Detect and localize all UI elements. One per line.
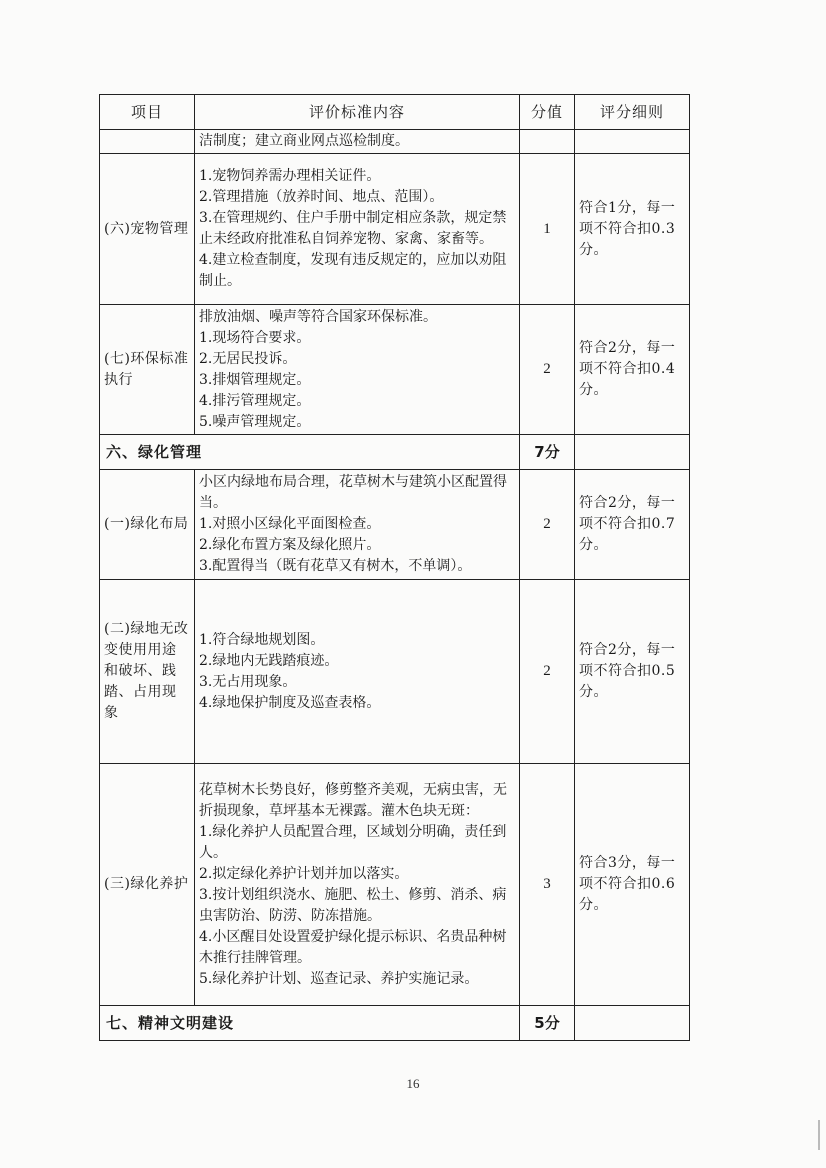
score-cell: 2 xyxy=(520,580,575,764)
criteria-line: 5.噪声管理规定。 xyxy=(199,413,311,430)
score-cell: 2 xyxy=(520,305,575,435)
criteria-line: 4.排污管理规定。 xyxy=(199,392,311,409)
table-row xyxy=(100,130,690,154)
criteria-line: 1.宠物饲养需办理相关证件。 xyxy=(199,168,381,184)
section-title: 七、精神文明建设 xyxy=(100,1006,520,1041)
table-row xyxy=(100,305,690,435)
criteria-cell xyxy=(195,764,520,1006)
criteria-line: 2.无居民投诉。 xyxy=(199,350,297,367)
section-row-greening xyxy=(100,435,690,470)
criteria-line: 3.排烟管理规定。 xyxy=(199,371,311,388)
item-cell: (三)绿化养护 xyxy=(100,764,195,1006)
criteria-line: 3.无占用现象。 xyxy=(199,673,297,690)
item-cell: (一)绿化布局 xyxy=(100,470,195,580)
criteria-line: 洁制度；建立商业网点巡检制度。 xyxy=(199,133,409,149)
table-header-row xyxy=(100,95,690,130)
section-title: 六、绿化管理 xyxy=(100,435,520,470)
criteria-line: 2.拟定绿化养护计划并加以落实。 xyxy=(199,865,409,882)
score-cell xyxy=(520,130,575,154)
score-cell: 1 xyxy=(520,154,575,305)
section-score: 5分 xyxy=(520,1006,575,1041)
evaluation-table xyxy=(99,94,690,1041)
header-score: 分值 xyxy=(520,95,575,130)
criteria-line: 小区内绿地布局合理，花草树木与建筑小区配置得当。 xyxy=(199,474,507,511)
header-item: 项目 xyxy=(100,95,195,130)
section-empty-cell xyxy=(575,435,690,470)
table-row xyxy=(100,154,690,305)
criteria-line: 3.配置得当（既有花草又有树木，不单调）。 xyxy=(199,558,472,574)
criteria-line: 1.对照小区绿化平面图检查。 xyxy=(199,516,381,532)
item-cell: (二)绿地无改变使用用途和破坏、践踏、占用现象 xyxy=(100,580,195,764)
score-cell: 2 xyxy=(520,470,575,580)
criteria-line: 花草树木长势良好，修剪整齐美观，无病虫害，无折损现象，草坪基本无裸露。灌木色块无斑： xyxy=(199,781,507,819)
criteria-line: 2.绿化布置方案及绿化照片。 xyxy=(199,537,381,553)
criteria-cell xyxy=(195,154,520,305)
section-empty-cell xyxy=(575,1006,690,1041)
scan-edge-mark xyxy=(818,1120,820,1150)
detail-cell: 符合2分，每一项不符合扣0.4分。 xyxy=(575,305,690,435)
criteria-line: 2.管理措施（放养时间、地点、范围）。 xyxy=(199,189,444,205)
criteria-line: 排放油烟、噪声等符合国家环保标准。 xyxy=(199,308,437,325)
criteria-cell xyxy=(195,305,520,435)
detail-cell xyxy=(575,130,690,154)
section-row-civilization xyxy=(100,1006,690,1041)
table-row xyxy=(100,470,690,580)
criteria-line: 3.在管理规约、住户手册中制定相应条款，规定禁止未经政府批准私自饲养宠物、家禽、家畜等。 xyxy=(199,210,507,247)
detail-cell: 符合2分，每一项不符合扣0.7分。 xyxy=(575,470,690,580)
criteria-line: 1.符合绿地规划图。 xyxy=(199,631,325,648)
section-score: 7分 xyxy=(520,435,575,470)
criteria-cell xyxy=(195,470,520,580)
criteria-line: 4.小区醒目处设置爱护绿化提示标识、名贵品种树木推行挂牌管理。 xyxy=(199,928,507,966)
criteria-line: 1.绿化养护人员配置合理，区域划分明确，责任到人。 xyxy=(199,823,507,861)
detail-cell: 符合3分，每一项不符合扣0.6分。 xyxy=(575,764,690,1006)
score-cell: 3 xyxy=(520,764,575,1006)
criteria-cell xyxy=(195,580,520,764)
item-cell xyxy=(100,130,195,154)
criteria-cell xyxy=(195,130,520,154)
page-number: 16 xyxy=(406,1076,420,1091)
header-criteria: 评价标准内容 xyxy=(195,95,520,130)
criteria-line: 3.按计划组织浇水、施肥、松土、修剪、消杀、病虫害防治、防涝、防冻措施。 xyxy=(199,886,507,924)
criteria-line: 2.绿地内无践踏痕迹。 xyxy=(199,652,339,669)
criteria-line: 4.绿地保护制度及巡查表格。 xyxy=(199,694,381,711)
criteria-line: 5.绿化养护计划、巡查记录、养护实施记录。 xyxy=(199,970,479,987)
header-detail: 评分细则 xyxy=(575,95,690,130)
table-row xyxy=(100,580,690,764)
item-cell: (七)环保标准执行 xyxy=(100,305,195,435)
criteria-line: 4.建立检查制度，发现有违反规定的，应加以劝阻制止。 xyxy=(199,252,507,289)
detail-cell: 符合1分，每一项不符合扣0.3分。 xyxy=(575,154,690,305)
table-row xyxy=(100,764,690,1006)
criteria-line: 1.现场符合要求。 xyxy=(199,329,311,346)
detail-cell: 符合2分，每一项不符合扣0.5分。 xyxy=(575,580,690,764)
item-cell: (六)宠物管理 xyxy=(100,154,195,305)
